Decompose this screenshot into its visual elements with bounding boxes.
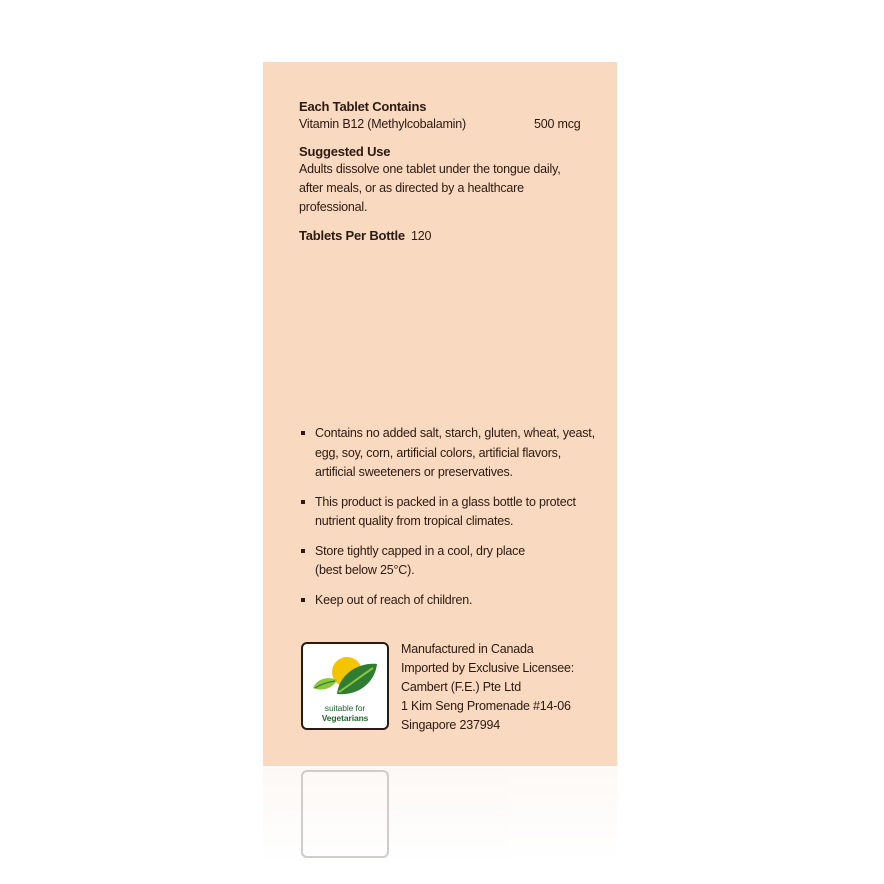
bullet-item — [300, 591, 600, 611]
bullet-line: artificial sweeteners or preservatives. — [315, 465, 513, 479]
bullet-line: Contains no added salt, starch, gluten, wheat, yeast, — [315, 426, 595, 440]
leaf-sun-icon — [303, 644, 387, 704]
reflected-address-block — [401, 768, 601, 860]
ingredient-amount: 500 mcg — [534, 117, 581, 131]
bullet-list — [300, 424, 600, 620]
bullet-line: egg, soy, corn, artificial colors, artificial flavors, — [315, 445, 561, 460]
each-tablet-heading: Each Tablet Contains — [299, 99, 427, 114]
manufacturer-address — [401, 640, 601, 735]
bullet-line: Keep out of reach of children. — [315, 592, 473, 607]
reflected-badge-outline — [301, 770, 389, 858]
bullet-square-icon — [301, 598, 305, 602]
ingredient-row — [299, 115, 589, 134]
bullet-line: Store tightly capped in a cool, dry place — [315, 543, 525, 558]
badge-caption-line2: Vegetarians — [321, 713, 369, 723]
tablets-per-bottle-value: 120 — [410, 229, 432, 243]
box-reflection — [263, 768, 617, 884]
bullet-item — [300, 424, 600, 483]
address-line: Imported by Exclusive Licensee: — [401, 661, 575, 675]
suggested-use-line: Adults dissolve one tablet under the tongue daily, — [299, 162, 561, 176]
bullet-item — [300, 493, 600, 532]
address-line: Manufactured in Canada — [401, 642, 534, 656]
bullet-line: This product is packed in a glass bottle to protect — [315, 494, 576, 509]
suggested-use-line: after meals, or as directed by a healthcare professional. — [299, 181, 524, 214]
tablets-per-bottle-label: Tablets Per Bottle — [299, 228, 405, 243]
bullet-line: nutrient quality from tropical climates. — [315, 514, 514, 528]
tablets-per-bottle — [299, 227, 589, 245]
badge-caption-line1: suitable for — [324, 703, 366, 713]
ingredient-name: Vitamin B12 (Methylcobalamin) — [299, 117, 466, 131]
address-line: Singapore 237994 — [401, 718, 500, 732]
product-box-side-panel — [263, 62, 617, 766]
label-text-block — [299, 98, 589, 245]
bullet-square-icon — [301, 500, 305, 504]
bullet-square-icon — [301, 431, 305, 435]
reflection-mirror — [263, 768, 617, 884]
bullet-square-icon — [301, 549, 305, 553]
address-line: 1 Kim Seng Promenade #14-06 — [401, 699, 571, 713]
suggested-use-heading: Suggested Use — [299, 144, 391, 159]
bullet-item — [300, 542, 600, 581]
vegetarian-badge — [301, 642, 389, 730]
address-line: Cambert (F.E.) Pte Ltd — [401, 680, 521, 694]
bullet-line: (best below 25°C). — [315, 563, 415, 577]
